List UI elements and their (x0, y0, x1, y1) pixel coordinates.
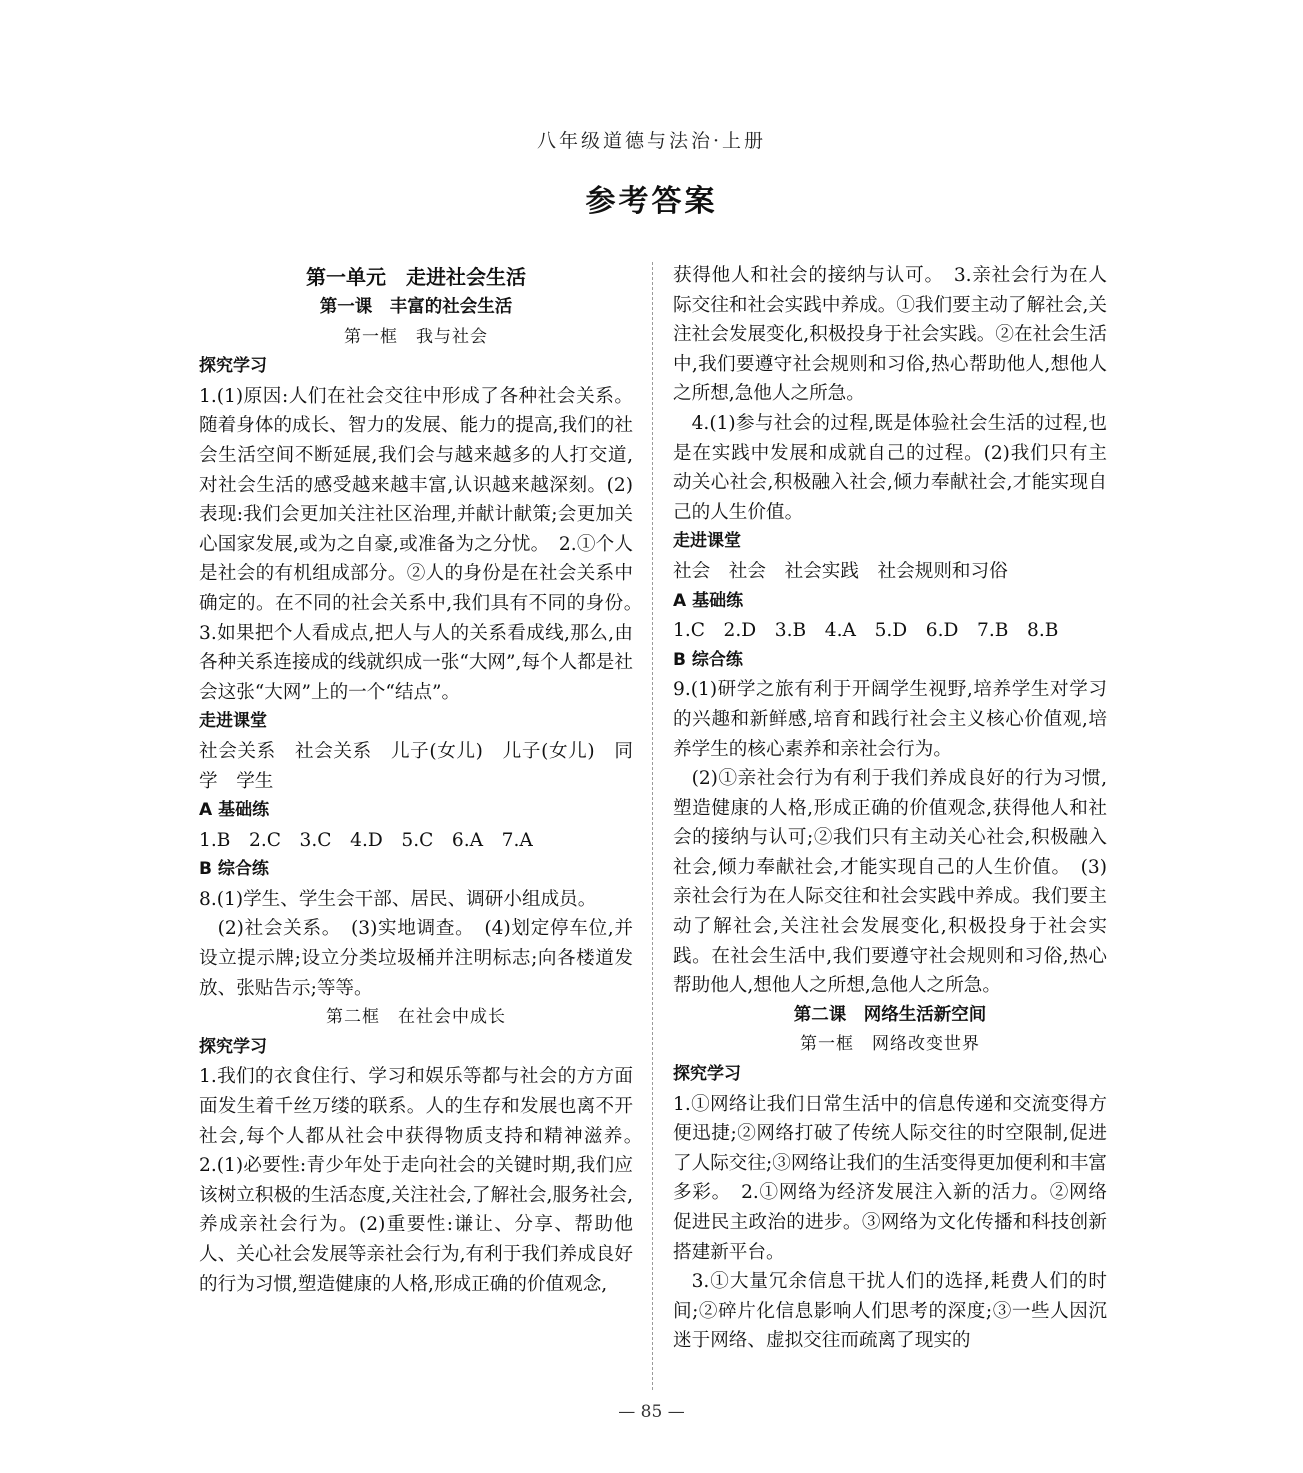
section-heading-explore: 探究学习 (199, 1036, 267, 1057)
right-column (673, 261, 1107, 1356)
answer-paragraph: 8.(1)学生、学生会干部、居民、调研小组成员。 (199, 888, 597, 910)
answer-paragraph: 1.我们的衣食住行、学习和娱乐等都与社会的方方面面发生着千丝万缕的联系。人的生存和发展也离不开社会,每个人都从社会中获得物质支持和精神滋养。 2.(1)必要性:青少年处于走向社会的关键时期,我们应该树立积极的生活态度,关注社会,了解社会,服务社会,养成亲社会行为。(2)重要性:谦让、分享、帮助他人、关心社会发展等亲社会行为,有利于我们养成良好的行为习惯,塑造健康的人格,形成正确的价值观念, (199, 1066, 652, 1295)
section-heading-class: 走进课堂 (199, 711, 267, 732)
running-header: 八年级道德与法治·上册 (536, 130, 767, 152)
answer-paragraph: 9.(1)研学之旅有利于开阔学生视野,培养学生对学习的兴趣和新鲜感,培育和践行社会主义核心价值观,培养学生的核心素养和亲社会行为。 (673, 679, 1107, 760)
answer-paragraph: (2)社会关系。 (3)实地调查。 (4)划定停车位,并设立提示牌;设立分类垃圾桶并注明标志;向各楼道发放、张贴告示;等等。 (199, 918, 633, 999)
section-heading-comprehensive: B 综合练 (199, 859, 269, 880)
answer-paragraph: 1.①网络让我们日常生活中的信息传递和交流变得方便迅捷;②网络打破了传统人际交往的时空限制,促进了人际交往;③网络让我们的生活变得更加便利和丰富多彩。 2.①网络为经济发展注入新的活力。②网络促进民主政治的进步。③网络为文化传播和科技创新搭建新平台。 (673, 1093, 1107, 1263)
lesson-title: 第二课 网络生活新空间 (793, 1004, 987, 1025)
answer-paragraph: 社会 社会 社会实践 社会规则和习俗 (673, 560, 1008, 582)
answer-list: 1.C 2.D 3.B 4.A 5.D 6.D 7.B 8.B (673, 620, 1059, 642)
page-number: — 85 — (618, 1402, 685, 1422)
section-heading-class: 走进课堂 (673, 531, 741, 552)
answer-paragraph: 1.(1)原因:人们在社会交往中形成了各种社会关系。随着身体的成长、智力的发展、能力的提高,我们的社会生活空间不断延展,我们会与越来越多的人打交道,对社会生活的感受越来越丰富,认识越来越深刻。(2)表现:我们会更加关注社区治理,并献计献策;会更加关心国家发展,或为之自豪,或准备为之分忧。 2.①个人是社会的有机组成部分。②人的身份是在社会关系中确定的。在不同的社会关系中,我们具有不同的身份。 3.如果把个人看成点,把人与人的关系看成线,那么,由各种关系连接成的线就织成一张“大网”,每个人都是社会这张“大网”上的一个“结点”。 (199, 385, 652, 703)
frame-title: 第一框 我与社会 (344, 326, 488, 347)
column-divider (652, 262, 653, 1390)
answer-paragraph: 社会关系 社会关系 儿子(女儿) 儿子(女儿) 同学 学生 (199, 740, 633, 792)
answer-paragraph: (2)①亲社会行为有利于我们养成良好的行为习惯,塑造健康的人格,形成正确的价值观念,获得他人和社会的接纳与认可;②我们只有主动关心社会,积极融入社会,倾力奉献社会,才能实现自己的人生价值。 (3)亲社会行为在人际交往和社会实践中养成。我们要主动了解社会,关注社会发展变化,积极投身于社会实践。在社会生活中,我们要遵守社会规则和习俗,热心帮助他人,想他人之所想,急他人之所急。 (673, 768, 1107, 997)
section-heading-basic: A 基础练 (673, 590, 744, 611)
left-column (199, 261, 652, 1299)
frame-title: 第二框 在社会中成长 (326, 1007, 506, 1028)
answer-paragraph: 获得他人和社会的接纳与认可。 3.亲社会行为在人际交往和社会实践中养成。①我们要主动了解社会,关注社会发展变化,积极投身于社会实践。②在社会生活中,我们要遵守社会规则和习俗,热心帮助他人,想他人之所想,急他人之所急。 (673, 265, 1107, 405)
section-heading-explore: 探究学习 (199, 356, 267, 377)
page-title: 参考答案 (585, 184, 718, 219)
unit-title: 第一单元 走进社会生活 (306, 265, 526, 289)
answer-paragraph: 3.①大量冗余信息干扰人们的选择,耗费人们的时间;②碎片化信息影响人们思考的深度;③一些人因沉迷于网络、虚拟交往而疏离了现实的 (673, 1271, 1107, 1352)
frame-title: 第一框 网络改变世界 (800, 1034, 980, 1055)
section-heading-comprehensive: B 综合练 (673, 649, 743, 670)
lesson-title: 第一课 丰富的社会生活 (319, 297, 513, 317)
section-heading-basic: A 基础练 (199, 800, 270, 821)
section-heading-explore: 探究学习 (673, 1064, 741, 1085)
answer-paragraph: 4.(1)参与社会的过程,既是体验社会生活的过程,也是在实践中发展和成就自己的过程。(2)我们只有主动关心社会,积极融入社会,倾力奉献社会,才能实现自己的人生价值。 (673, 412, 1107, 523)
answer-list: 1.B 2.C 3.C 4.D 5.C 6.A 7.A (199, 829, 533, 851)
